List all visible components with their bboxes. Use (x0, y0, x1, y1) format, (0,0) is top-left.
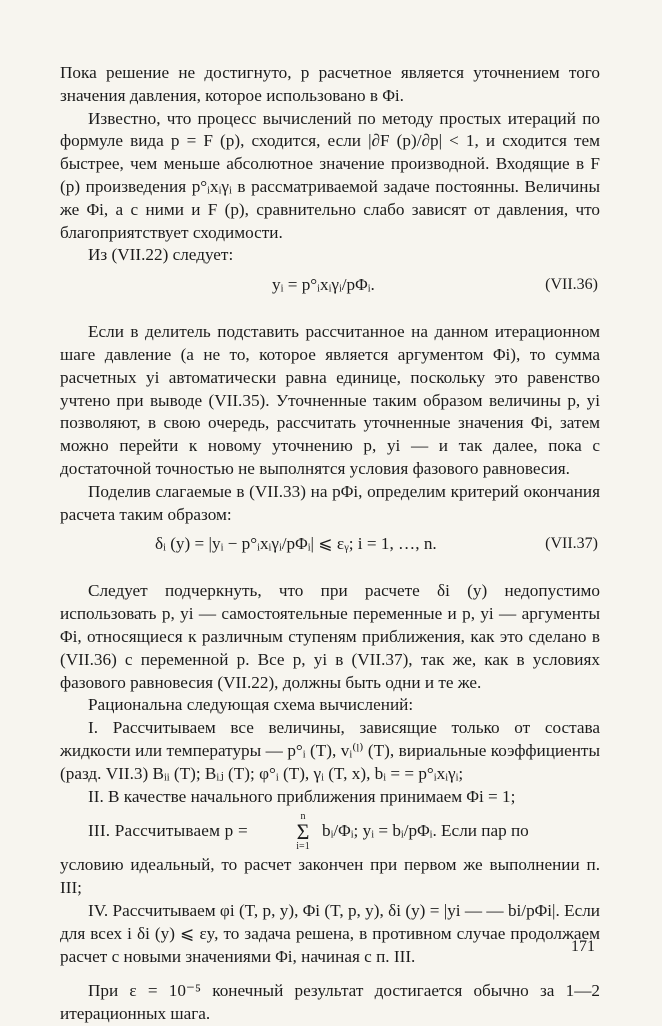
equation-vii-36 (60, 267, 600, 303)
paragraph-2: Известно, что процесс вычислений по методу простых итераций по формуле вида p = F (p), сходится, если |∂F (p)/∂p| < 1, и сходится тем быстрее, чем меньше абсолютное значение производной. Входящие в F (p) произведения p°ᵢxᵢγᵢ в рассматриваемой задаче постоянны. Величины же Φi, а с ними и F (p), сравнительно слабо зависят от давления, что благоприятствует сходимости. (60, 108, 600, 242)
equation-vii-37-number: (VII.37) (545, 535, 598, 553)
equation-vii-37 (60, 526, 600, 562)
step-2: II. В качестве начального приближения принимаем Φi = 1; (88, 786, 516, 806)
paragraph-5: Поделив слагаемые в (VII.33) на pΦi, определим критерий окончания расчета таким образом: (60, 481, 600, 524)
step-4: IV. Рассчитываем φi (T, p, y), Φi (T, p, y), δi (y) = |yi — — bi/pΦi|. Если для всех i δi (y) ⩽ εy, то задача решена, в противном случае продолжаем расчет с новыми значениями Φi, начиная с п. III. (60, 900, 600, 966)
equation-vii-37-formula: δᵢ (y) = |yᵢ − p°ᵢxᵢγᵢ/pΦᵢ| ⩽ εᵧ; i = 1, …, n. (155, 534, 437, 554)
summation-symbol: Σ (296, 819, 310, 845)
step-3-label: III. Рассчитываем p = (88, 821, 248, 841)
paragraph-1: Пока решение не достигнуто, p расчетное является уточнением того значения давления, которое использовано в Φi. (60, 63, 600, 105)
equation-vii-36-formula: yᵢ = p°ᵢxᵢγᵢ/pΦᵢ. (272, 275, 375, 295)
step-3-formula-row (60, 808, 600, 854)
paragraph-8: При ε = 10⁻⁵ конечный результат достигается обычно за 1—2 итерационных шага. (60, 981, 600, 1024)
page-body (60, 62, 600, 1026)
summation-sign (293, 812, 313, 852)
equation-vii-36-number: (VII.36) (545, 276, 598, 294)
paragraph-6: Следует подчеркнуть, что при расчете δi (y) недопустимо использовать p, yi — самостоятельные переменные и p, yi — аргументы Φi, относящиеся к различным ступеням приближения, как это сделано в (VII.36) с переменной p. Все p, yi в (VII.37), так же, как в условиях фазового равновесия (VII.22), должны быть одни и те же. (60, 581, 600, 692)
step-1: I. Рассчитываем все величины, зависящие только от состава жидкости или температуры — p°ᵢ (T), vᵢ⁽ˡ⁾ (T), вириальные коэффициенты (разд. VII.3) Bᵢᵢ (T); Bᵢⱼ (T); φ°ᵢ (T), γᵢ (T, x), bᵢ = = p°ᵢxᵢγᵢ; (60, 718, 600, 783)
paragraph-4: Если в делитель подставить рассчитанное на данном итерационном шаге давление (а не то, которое является аргументом Φi), то сумма расчетных yi автоматически равна единице, поскольку это равенство учтено при выводе (VII.35). Уточненные таким образом величины p, yi позволяют, в свою очередь, рассчитать уточненные значения Φi, затем можно перейти к новому уточнению p, yi — и так далее, пока с достаточной точностью не выполнятся условия фазового равновесия. (60, 322, 600, 478)
summation-upper: n (300, 811, 306, 823)
step-3-rest: bᵢ/Φᵢ; yᵢ = bᵢ/pΦᵢ. Если пар по (322, 821, 529, 841)
step-3-continuation: условию идеальный, то расчет закончен при первом же выполнении п. III; (60, 855, 600, 898)
paragraph-7: Рациональна следующая схема вычислений: (88, 695, 414, 715)
summation-lower: i=1 (296, 841, 310, 853)
paragraph-3: Из (VII.22) следует: (88, 245, 234, 265)
page-number: 171 (571, 938, 595, 955)
